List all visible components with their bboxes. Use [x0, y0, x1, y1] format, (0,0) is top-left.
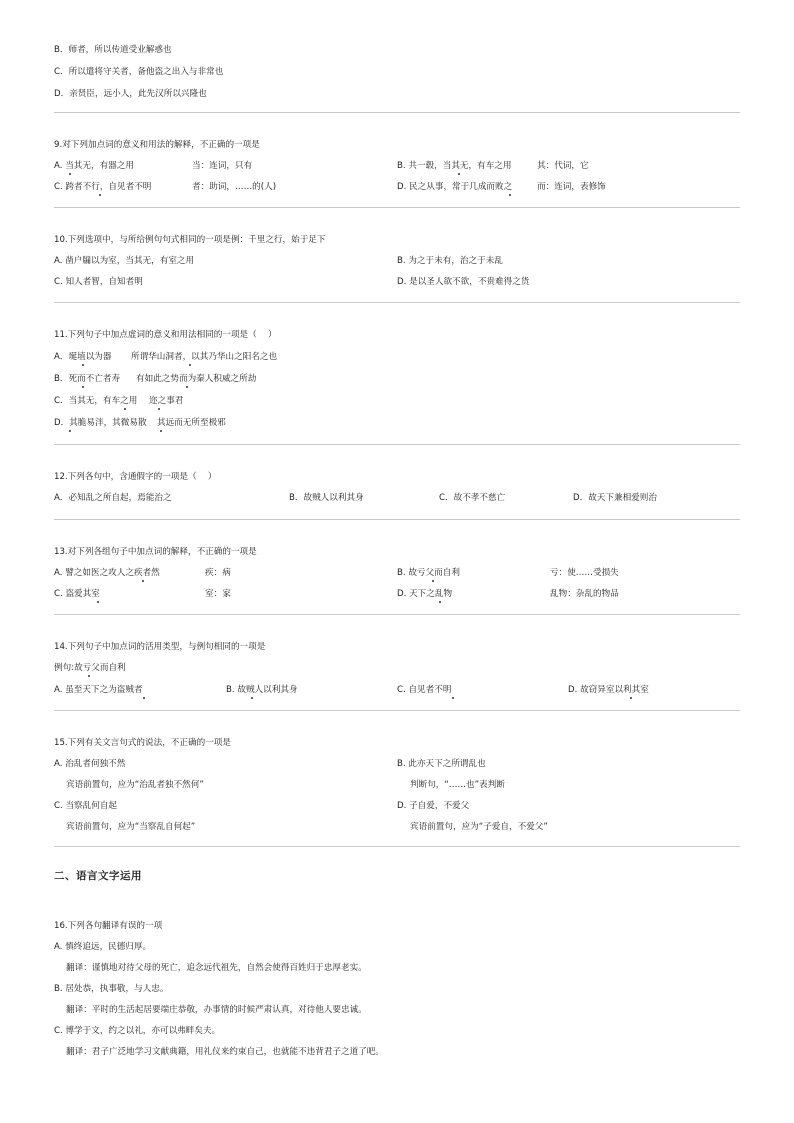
divider [54, 207, 740, 208]
q14-option-d[interactable]: D. 故窃异室以利其室 [568, 685, 649, 695]
q11-option-b-second: 有如此之势而为秦人积威之所劫 [136, 374, 257, 384]
emphasis-dot [82, 364, 84, 366]
q13-option-a[interactable]: A. 譬之如医之攻人之疾者然 [54, 568, 160, 578]
divider [54, 846, 740, 847]
q10-stem: 10.下列选项中，与所给例句句式相同的一项是例：千里之行，始于足下 [54, 235, 326, 245]
emphasis-dot [630, 697, 632, 699]
emphasis-dot [189, 364, 191, 366]
divider [54, 302, 740, 303]
q11-stem: 11.下列句子中加点虚词的意义和用法相同的一项是（ ） [54, 330, 277, 340]
emphasis-dot [458, 173, 460, 175]
q16-option-a[interactable]: A. 慎终追远，民德归厚。 [54, 942, 152, 952]
q15-option-b-explanation: 判断句，“……也”表判断 [410, 780, 505, 790]
q15-option-c-explanation: 宾语前置句，应为“当察乱自何起” [66, 822, 196, 832]
q16-option-b-translation: 翻译：平时的生活起居要端庄恭敬，办事情的时候严肃认真，对待他人要忠诚。 [66, 1005, 367, 1015]
q15-stem: 15.下列有关文言句式的说法，不正确的一项是 [54, 738, 231, 748]
emphasis-dot [97, 601, 99, 603]
q11-option-d[interactable]: D．其脆易泮，其微易散 [54, 418, 147, 428]
emphasis-dot [124, 408, 126, 410]
q15-option-c[interactable]: C. 当察乱何自起 [54, 801, 118, 811]
q9-option-d[interactable]: D. 民之从事，常于几成而败之 [397, 182, 513, 192]
divider [54, 519, 740, 520]
q13-option-d-explanation: 乱物：杂乱的物品 [550, 589, 619, 599]
emphasis-dot [143, 697, 145, 699]
q12-option-a[interactable]: A．必知乱之所自起，焉能治之 [54, 493, 172, 503]
q12-option-b[interactable]: B．故贼人以利其身 [289, 493, 364, 503]
divider [54, 614, 740, 615]
emphasis-dot [432, 580, 434, 582]
q11-option-a-second: 所谓华山洞者，以其乃华山之阳名之也 [131, 352, 278, 362]
q12-option-d[interactable]: D．故天下兼相爱则治 [573, 493, 657, 503]
divider [54, 444, 740, 445]
q11-option-a[interactable]: A．埏埴以为器 [54, 352, 112, 362]
q11-option-b[interactable]: B．死而不亡者寿 [54, 374, 121, 384]
q9-option-a-explanation: 当：连词，只有 [192, 161, 253, 171]
divider [54, 112, 740, 113]
emphasis-dot [509, 194, 511, 196]
q9-option-c[interactable]: C. 跨者不行，自见者不明 [54, 182, 152, 192]
q16-option-c[interactable]: C. 博学于文，约之以礼，亦可以弗畔矣夫。 [54, 1026, 221, 1036]
q11-option-d-second: 其远而无所至极邪 [157, 418, 226, 428]
q15-option-a[interactable]: A. 治乱者何独不然 [54, 759, 126, 769]
q15-option-a-explanation: 宾语前置句，应为“治乱者独不然何” [66, 780, 204, 790]
q10-option-b[interactable]: B. 为之于未有，治之于未乱 [397, 256, 503, 266]
q16-option-b[interactable]: B. 居处恭，执事敬，与人忠。 [54, 984, 169, 994]
top-option-d: D．亲贤臣，远小人，此先汉所以兴隆也 [54, 89, 207, 99]
emphasis-dot [158, 408, 160, 410]
q14-example: 例句:故亏父而自利 [54, 663, 126, 673]
q9-stem: 9.对下列加点词的意义和用法的解释，不正确的一项是 [54, 140, 260, 150]
q13-stem: 13.对下列各组句子中加点词的解释，不正确的一项是 [54, 547, 257, 557]
q15-option-d[interactable]: D. 子自爱，不爱父 [397, 801, 470, 811]
q9-option-b-explanation: 其：代词，它 [537, 161, 589, 171]
emphasis-dot [88, 675, 90, 677]
emphasis-dot [452, 697, 454, 699]
q13-option-d[interactable]: D. 天下之乱物 [397, 589, 453, 599]
divider [54, 710, 740, 711]
q11-option-c[interactable]: C．当其无，有车之用 [54, 396, 138, 406]
emphasis-dot [82, 386, 84, 388]
q9-option-c-explanation: 者：助词，……的(人) [192, 182, 277, 192]
top-option-c: C．所以遣将守关者，备他盗之出入与非常也 [54, 67, 224, 77]
q13-option-b-explanation: 亏：使……受损失 [550, 568, 619, 578]
q14-option-c[interactable]: C. 自见者不明 [397, 685, 452, 695]
q13-option-a-explanation: 疾：病 [205, 568, 231, 578]
q10-option-a[interactable]: A. 凿户牖以为室，当其无，有室之用 [54, 256, 195, 266]
emphasis-dot [142, 580, 144, 582]
emphasis-dot [251, 697, 253, 699]
q15-option-b[interactable]: B. 此亦天下之所谓乱也 [397, 759, 486, 769]
q9-option-b[interactable]: B. 共一毂，当其无，有车之用 [397, 161, 512, 171]
section-heading: 二、语言文字运用 [54, 870, 142, 882]
emphasis-dot [439, 601, 441, 603]
emphasis-dot [99, 194, 101, 196]
q13-option-b[interactable]: B. 故亏父而自利 [397, 568, 460, 578]
emphasis-dot [186, 386, 188, 388]
q13-option-c-explanation: 室：家 [205, 589, 231, 599]
q12-option-c[interactable]: C．故不孝不慈亡 [439, 493, 506, 503]
emphasis-dot [69, 430, 71, 432]
q16-stem: 16.下列各句翻译有误的一项 [54, 921, 163, 931]
q12-stem: 12.下列各句中，含通假字的一项是（ ） [54, 472, 217, 482]
top-option-b: B．师者，所以传道受业解惑也 [54, 45, 172, 55]
q11-option-c-second: 迩之事君 [149, 396, 184, 406]
q10-option-c[interactable]: C. 知人者智，自知者明 [54, 277, 143, 287]
emphasis-dot [160, 430, 162, 432]
q10-option-d[interactable]: D. 是以圣人欲不欲，不贵难得之货 [397, 277, 530, 287]
q14-option-b[interactable]: B. 故贼人以利其身 [226, 685, 298, 695]
q16-option-c-translation: 翻译：君子广泛地学习文献典籍，用礼仪来约束自己，也就能不违背君子之道了吧。 [66, 1047, 384, 1057]
q15-option-d-explanation: 宾语前置句，应为“子爱自，不爱父” [410, 822, 548, 832]
q13-option-c[interactable]: C. 盗爱其室 [54, 589, 100, 599]
q9-option-a[interactable]: A. 当其无，有器之用 [54, 161, 134, 171]
q9-option-d-explanation: 而：连词，表修饰 [537, 182, 606, 192]
q14-stem: 14.下列句子中加点词的活用类型，与例句相同的一项是 [54, 642, 266, 652]
emphasis-dot [69, 173, 71, 175]
q16-option-a-translation: 翻译：谨慎地对待父母的死亡，追念远代祖先，自然会使得百姓归于忠厚老实。 [66, 963, 367, 973]
q14-option-a[interactable]: A. 虽至天下之为盗贼者 [54, 685, 143, 695]
